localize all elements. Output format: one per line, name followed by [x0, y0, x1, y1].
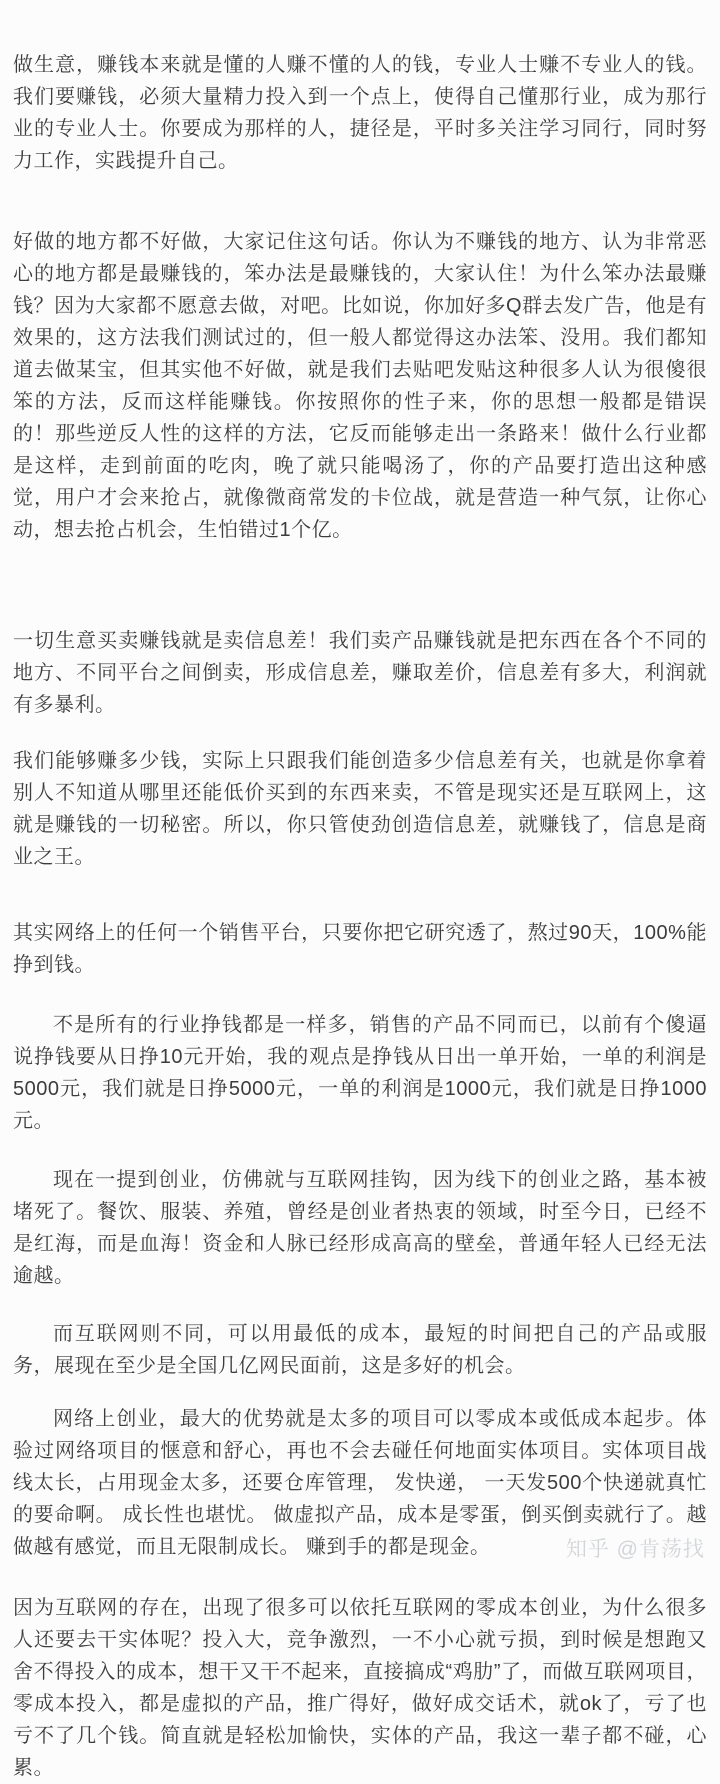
zhihu-watermark: 知乎 @肯荡找 — [565, 1538, 705, 1561]
paragraph-9: 网络上创业，最大的优势就是太多的项目可以零成本或低成本起步。体验过网络项目的惬意和舒心，再也不会去碰任何地面实体项目。实体项目战线太长，占用现金太多，还要仓库管理， 发快递， 一天发500个快递就真忙的要命啊。 成长性也堪忧。 做虚拟产品，成本是零蛋，倒买倒卖就行了。越做越有感觉，而且无限制成长。 赚到手的都是现金。 — [13, 1408, 707, 1558]
article-body — [0, 49, 720, 1784]
paragraph-5: 其实网络上的任何一个销售平台，只要你把它研究透了，熬过90天，100%能挣到钱。 — [13, 922, 707, 976]
paragraph-4: 我们能够赚多少钱，实际上只跟我们能创造多少信息差有关，也就是你拿着别人不知道从哪里还能低价买到的东西来卖，不管是现实还是互联网上，这就是赚钱的一切秘密。所以，你只管使劲创造信息差，就赚钱了，信息是商业之王。 — [13, 750, 707, 868]
paragraph-8: 而互联网则不同，可以用最低的成本，最短的时间把自己的产品或服务，展现在至少是全国几亿网民面前，这是多好的机会。 — [13, 1323, 707, 1377]
paragraph-6: 不是所有的行业挣钱都是一样多，销售的产品不同而已，以前有个傻逼说挣钱要从日挣10元开始，我的观点是挣钱从日出一单开始，一单的利润是5000元，我们就是日挣5000元，一单的利润是1000元，我们就是日挣1000元。 — [13, 1014, 707, 1132]
paragraph-3: 一切生意买卖赚钱就是卖信息差！我们卖产品赚钱就是把东西在各个不同的地方、不同平台之间倒卖，形成信息差，赚取差价，信息差有多大，利润就有多暴利。 — [13, 630, 707, 716]
paragraph-1: 做生意，赚钱本来就是懂的人赚不懂的人的钱，专业人士赚不专业人的钱。我们要赚钱，必须大量精力投入到一个点上，使得自己懂那行业，成为那行业的专业人士。你要成为那样的人，捷径是，平时多关注学习同行，同时努力工作，实践提升自己。 — [13, 54, 707, 172]
paragraph-10: 因为互联网的存在，出现了很多可以依托互联网的零成本创业，为什么很多人还要去干实体呢？投入大，竞争激烈，一不小心就亏损，到时候是想跑又舍不得投入的成本，想干又干不起来，直接搞成“鸡肋”了，而做互联网项目，零成本投入，都是虚拟的产品，推广得好，做好成交话术，就ok了，亏了也亏不了几个钱。简直就是轻松加愉快，实体的产品，我这一辈子都不碰，心累。 — [13, 1597, 707, 1779]
article-page — [0, 49, 720, 1779]
paragraph-7: 现在一提到创业，仿佛就与互联网挂钩，因为线下的创业之路，基本被堵死了。餐饮、服装、养殖，曾经是创业者热衷的领域，时至今日，已经不是红海，而是血海！资金和人脉已经形成高高的壁垒，普通年轻人已经无法逾越。 — [13, 1169, 707, 1287]
paragraph-2: 好做的地方都不好做，大家记住这句话。你认为不赚钱的地方、认为非常恶心的地方都是最赚钱的，笨办法是最赚钱的，大家认住！为什么笨办法最赚钱？因为大家都不愿意去做，对吧。比如说，你加好多Q群去发广告，他是有效果的，这方法我们测试过的，但一般人都觉得这办法笨、没用。我们都知道去做某宝，但其实他不好做，就是我们去贴吧发贴这种很多人认为很傻很笨的方法，反而这样能赚钱。你按照你的性子来，你的思想一般都是错误的！那些逆反人性的这样的方法，它反而能够走出一条路来！做什么行业都是这样，走到前面的吃肉，晚了就只能喝汤了，你的产品要打造出这种感觉，用户才会来抢占，就像微商常发的卡位战，就是营造一种气氛，让你心动，想去抢占机会，生怕错过1个亿。 — [13, 231, 707, 541]
